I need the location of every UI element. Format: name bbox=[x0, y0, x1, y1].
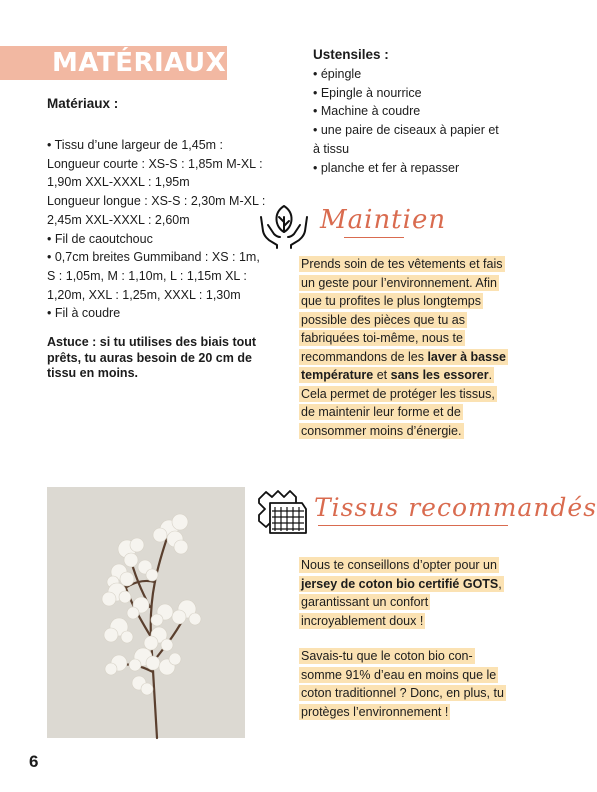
text-run: et bbox=[373, 368, 391, 382]
fabric-swatch-icon bbox=[256, 487, 310, 537]
title-underline bbox=[344, 237, 404, 238]
tip-line: Astuce : si tu utilises des biais tout bbox=[47, 335, 257, 349]
list-item: à tissu bbox=[313, 141, 350, 156]
cotton-branch-illustration bbox=[47, 487, 245, 738]
text-run: . Cela permet de protéger les tissus, de maintenir leur forme et de consommer moins d’énergie. bbox=[301, 368, 495, 438]
tissus-text bbox=[299, 556, 509, 630]
list-item: 1,90m XXL-XXXL : 1,95m bbox=[47, 175, 190, 190]
tip-line: tissu en moins. bbox=[47, 366, 138, 380]
materiaux-heading: Matériaux : bbox=[47, 96, 119, 111]
list-item: 2,45m XXL-XXXL : 2,60m bbox=[47, 212, 190, 227]
list-item: • Tissu d’une largeur de 1,45m : bbox=[47, 138, 224, 152]
maintien-text bbox=[299, 255, 509, 440]
bold-run: laver à basse température bbox=[301, 349, 506, 382]
bold-run: jersey de coton bio certifié GOTS bbox=[301, 576, 499, 591]
tip-text bbox=[47, 335, 272, 382]
cotton-branch-photo bbox=[47, 487, 245, 738]
ustensiles-heading: Ustensiles : bbox=[313, 47, 389, 62]
list-item: • une paire de ciseaux à papier et bbox=[313, 123, 499, 138]
list-item: • épingle bbox=[313, 67, 362, 81]
list-item: • 0,7cm breites Gummiband : XS : 1m, bbox=[47, 250, 260, 265]
hands-leaf-icon bbox=[259, 203, 309, 249]
text-run: Nous te conseillons d’opter pour un bbox=[301, 558, 497, 572]
text-run: Prends soin de tes vêtements et fais un geste pour l’environnement. Afin que tu profites le plus longtemps possible des pièces que tu as fabriquées toi-même, nous te recommandons de les bbox=[301, 257, 503, 364]
list-item: • Epingle à nourrice bbox=[313, 85, 422, 100]
ustensiles-list bbox=[313, 65, 513, 177]
list-item: 1,20m, XXL : 1,25m, XXXL : 1,30m bbox=[47, 287, 241, 302]
list-item: • Fil de caoutchouc bbox=[47, 231, 153, 246]
text-run: , garantissant un confort incroyablement doux ! bbox=[301, 576, 502, 628]
list-item: Longueur courte : XS-S : 1,85m M-XL : bbox=[47, 156, 263, 171]
title-underline bbox=[318, 525, 508, 526]
list-item: S : 1,05m, M : 1,10m, L : 1,15m XL : bbox=[47, 268, 247, 283]
maintien-title: Maintien bbox=[320, 205, 447, 235]
tip-line: prêts, tu auras besoin de 20 cm de bbox=[47, 350, 252, 365]
highlighted-paragraph bbox=[299, 256, 508, 439]
materiaux-list bbox=[47, 136, 272, 323]
tissus-title: Tissus recommandés bbox=[314, 493, 597, 522]
list-item: • Fil à coudre bbox=[47, 306, 121, 321]
list-item: • planche et fer à repasser bbox=[313, 160, 460, 175]
list-item: Longueur longue : XS-S : 2,30m M-XL : bbox=[47, 194, 266, 209]
list-item: • Machine à coudre bbox=[313, 104, 421, 119]
tissus-fact bbox=[299, 647, 509, 721]
bold-run: sans les essorer bbox=[390, 368, 489, 382]
highlighted-paragraph: Savais-tu que le coton bio con- somme 91% d’eau en moins que le coton traditionnel ? Donc, en plus, tu protèges l’environnement ! bbox=[301, 649, 504, 719]
page-number: 6 bbox=[29, 752, 39, 771]
highlighted-paragraph bbox=[299, 557, 504, 629]
page-title: MATÉRIAUX bbox=[52, 48, 227, 78]
